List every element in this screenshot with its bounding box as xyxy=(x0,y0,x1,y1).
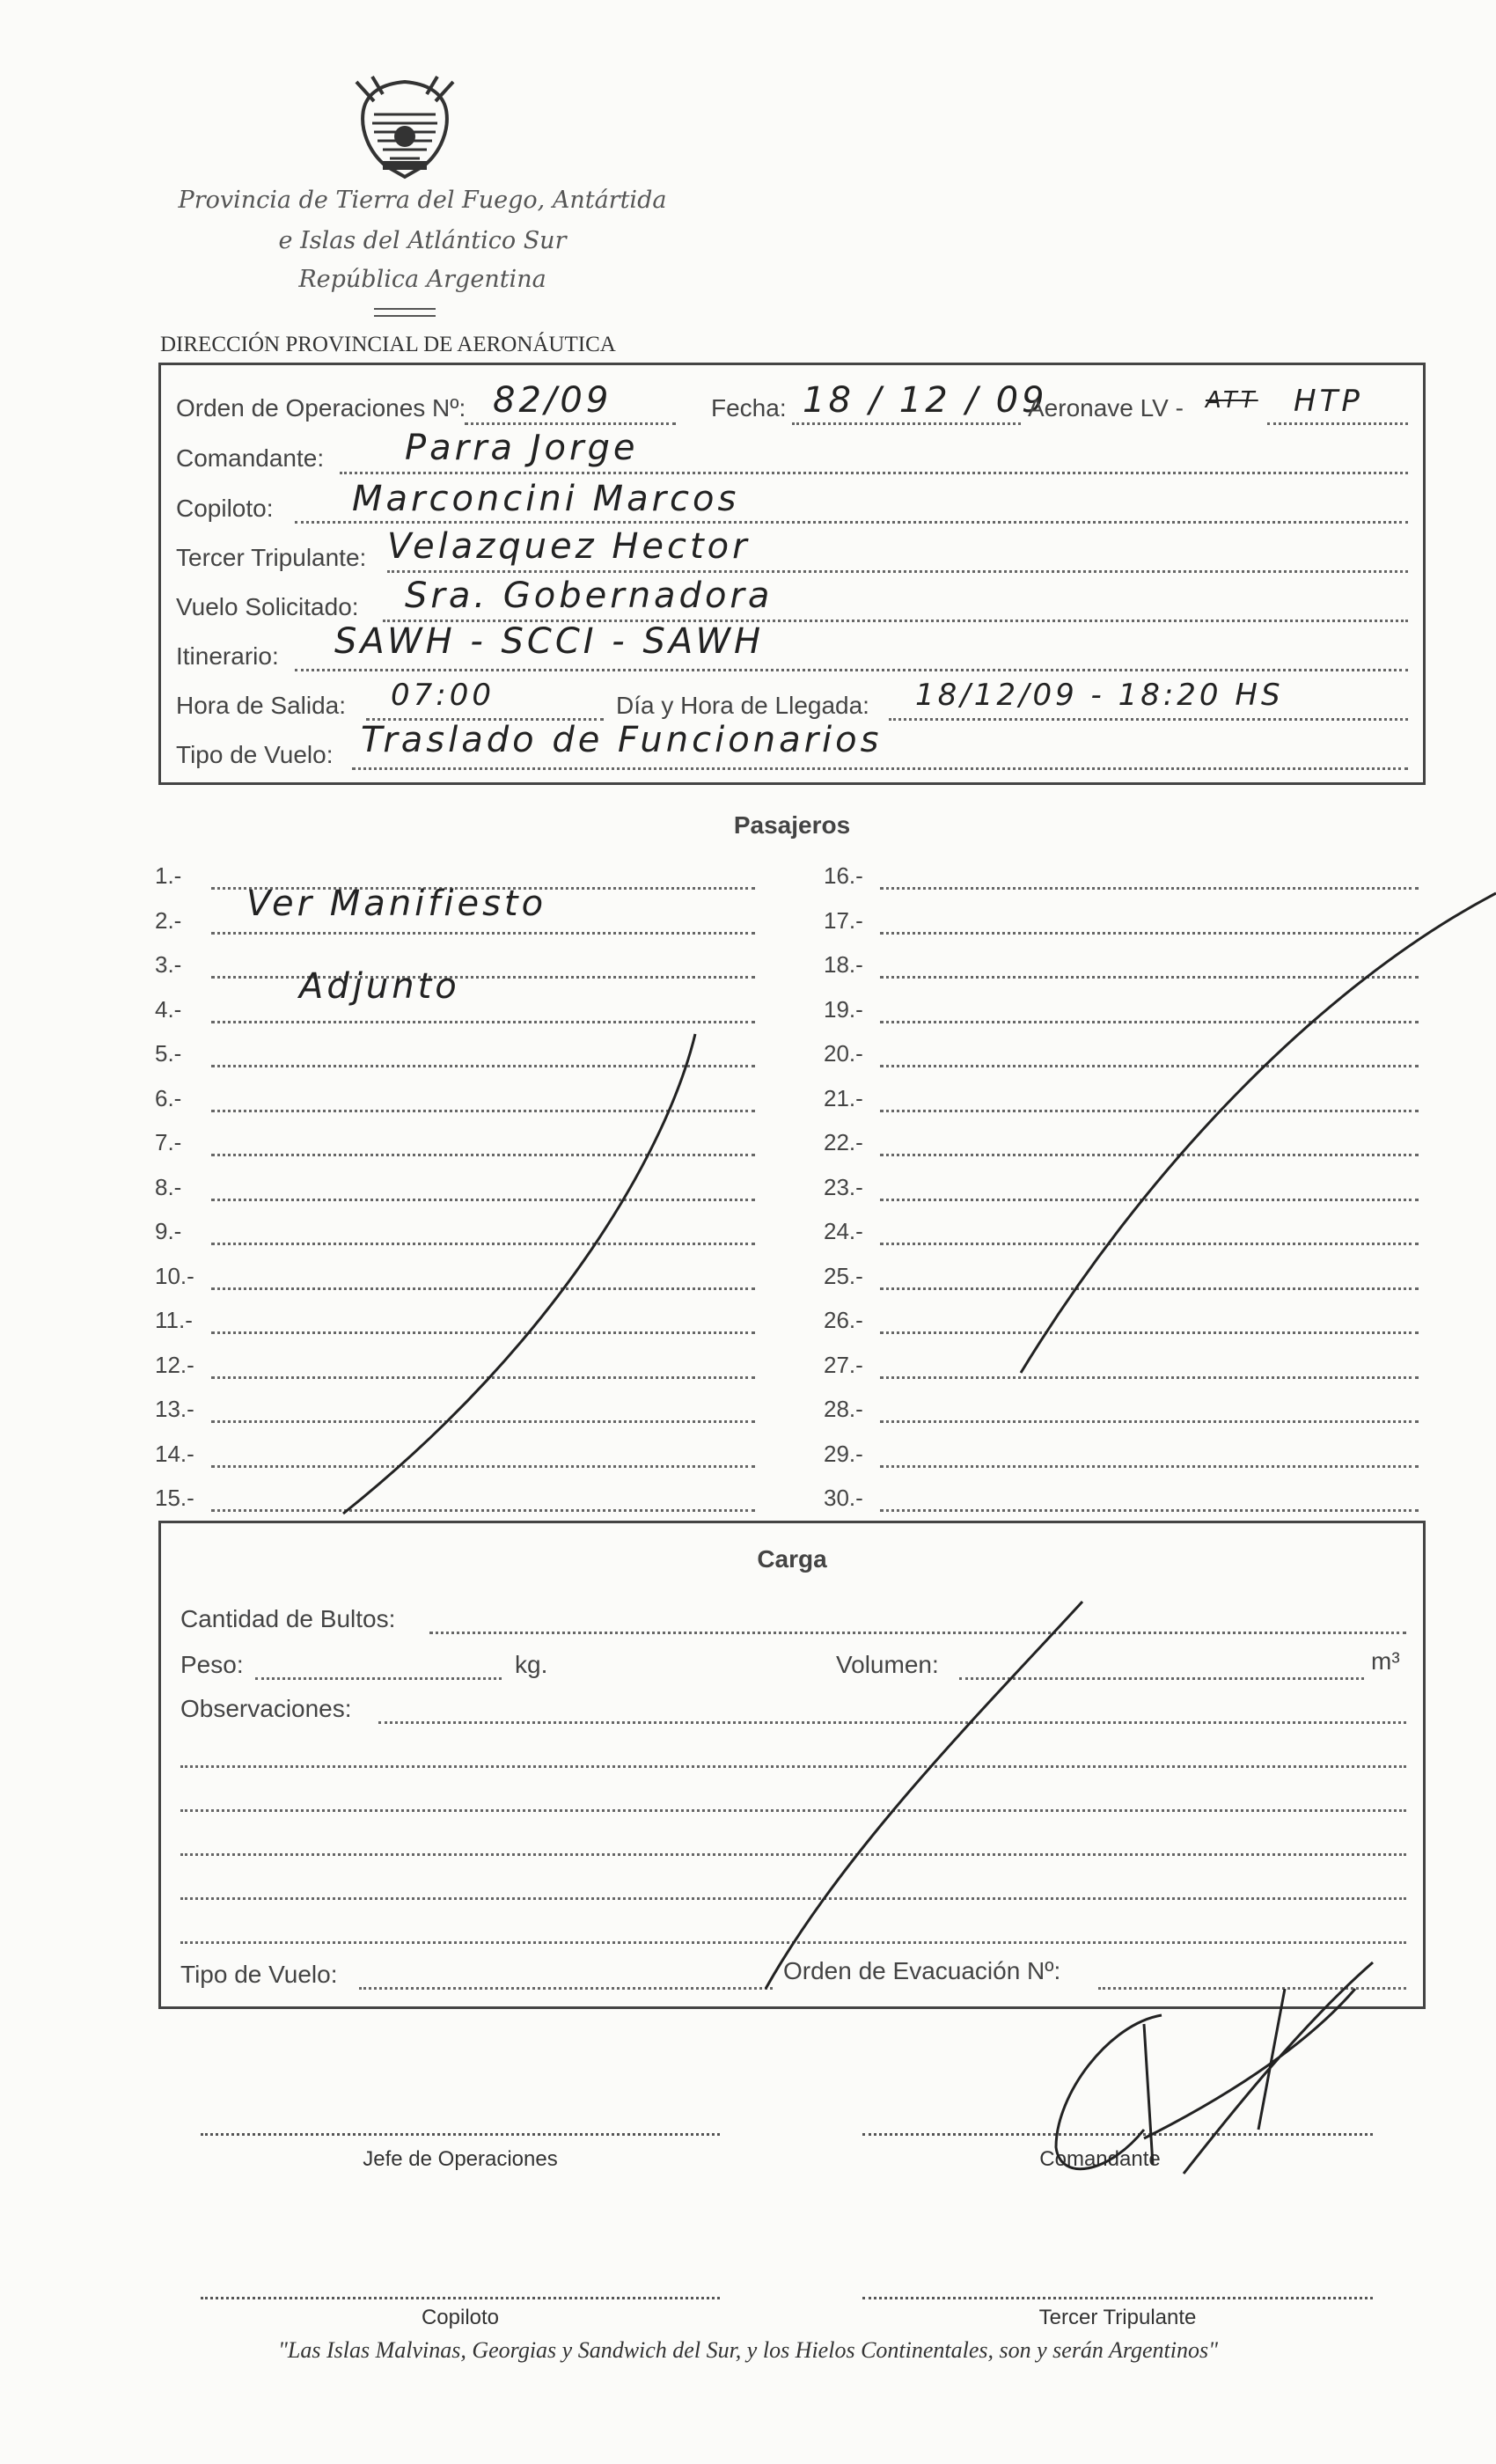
republica-argentina: República Argentina xyxy=(298,266,546,293)
peso-label: Peso: xyxy=(180,1651,244,1678)
passenger-number-20: 20.- xyxy=(824,1040,863,1067)
passenger-number-17: 17.- xyxy=(824,906,863,934)
passenger-number-8: 8.- xyxy=(155,1173,182,1200)
hora-salida-value: 07:00 xyxy=(391,678,495,713)
copiloto-value: Marconcini Marcos xyxy=(352,479,740,519)
passenger-number-15: 15.- xyxy=(155,1485,194,1511)
bultos-label: Cantidad de Bultos: xyxy=(180,1605,396,1632)
malvinas-footer-quote: "Las Islas Malvinas, Georgias y Sandwich del Sur, y los Hielos Continentales, son y serán Argentinos" xyxy=(277,2337,1219,2363)
tipo-vuelo-value: Traslado de Funcionarios xyxy=(361,720,883,760)
passenger-number-12: 12.- xyxy=(155,1351,194,1378)
passenger-4-handwritten: Adjunto xyxy=(299,966,460,1007)
tipo-vuelo-label: Tipo de Vuelo: xyxy=(176,741,334,768)
carga-heading: Carga xyxy=(757,1545,827,1573)
passenger-number-22: 22.- xyxy=(824,1129,863,1155)
carga-strike-line xyxy=(766,1602,1082,1989)
passenger-number-11: 11.- xyxy=(155,1307,193,1333)
comandante-signature-scribble xyxy=(1056,1962,1373,2174)
passenger-number-21: 21.- xyxy=(824,1084,863,1111)
aeronave-value: HTP xyxy=(1294,384,1363,419)
hora-salida-label: Hora de Salida: xyxy=(176,692,347,719)
passenger-number-26: 26.- xyxy=(824,1307,863,1333)
aeronave-struck-value: ATT xyxy=(1206,387,1258,414)
tercer-tripulante-signature-label: Tercer Tripulante xyxy=(1038,2306,1197,2329)
passenger-number-2: 2.- xyxy=(155,906,182,934)
passenger-number-30: 30.- xyxy=(824,1485,863,1511)
province-name-line2: e Islas del Atlántico Sur xyxy=(278,227,567,254)
itinerario-label: Itinerario: xyxy=(176,642,279,670)
passenger-2-handwritten: Ver Manifiesto xyxy=(246,884,547,924)
direccion-title: DIRECCIÓN PROVINCIAL DE AERONÁUTICA xyxy=(160,333,616,356)
passenger-number-25: 25.- xyxy=(824,1262,863,1289)
passenger-number-27: 27.- xyxy=(824,1351,863,1378)
passenger-number-6: 6.- xyxy=(155,1084,182,1111)
passenger-number-19: 19.- xyxy=(824,995,863,1023)
tercer-tripulante-value: Velazquez Hector xyxy=(387,526,751,567)
pasajeros-right-strike-line xyxy=(1021,893,1496,1373)
volumen-label: Volumen: xyxy=(836,1651,939,1678)
passenger-number-4: 4.- xyxy=(155,995,182,1023)
passenger-number-10: 10.- xyxy=(155,1262,194,1289)
orden-label: Orden de Operaciones Nº: xyxy=(176,394,466,422)
tercer-tripulante-label: Tercer Tripulante: xyxy=(176,544,367,571)
orden-number-value: 82/09 xyxy=(493,380,612,421)
passenger-number-23: 23.- xyxy=(824,1173,863,1200)
passenger-number-24: 24.- xyxy=(824,1218,863,1244)
province-name-line1: Provincia de Tierra del Fuego, Antártida xyxy=(178,187,667,214)
pasajeros-heading: Pasajeros xyxy=(733,811,851,839)
carga-tipo-vuelo-label: Tipo de Vuelo: xyxy=(180,1961,338,1988)
passenger-number-28: 28.- xyxy=(824,1396,863,1422)
passenger-number-16: 16.- xyxy=(824,862,863,889)
vuelo-solicitado-label: Vuelo Solicitado: xyxy=(176,593,359,620)
observaciones-label: Observaciones: xyxy=(180,1695,352,1722)
comandante-label: Comandante: xyxy=(176,444,325,472)
jefe-operaciones-label: Jefe de Operaciones xyxy=(363,2147,558,2171)
passenger-number-29: 29.- xyxy=(824,1440,863,1467)
passenger-number-3: 3.- xyxy=(155,951,182,978)
fecha-value: 18 / 12 / 09 xyxy=(803,380,1048,421)
vuelo-solicitado-value: Sra. Gobernadora xyxy=(405,576,774,616)
passenger-number-9: 9.- xyxy=(155,1218,182,1244)
passenger-number-14: 14.- xyxy=(155,1440,194,1467)
aeronave-label: Aeronave LV - xyxy=(1028,394,1184,422)
comandante-value: Parra Jorge xyxy=(405,428,639,468)
passenger-number-13: 13.- xyxy=(155,1396,194,1422)
fecha-label: Fecha: xyxy=(711,394,787,422)
peso-unit: kg. xyxy=(515,1651,548,1678)
itinerario-value: SAWH - SCCI - SAWH xyxy=(334,621,765,662)
passenger-number-5: 5.- xyxy=(155,1040,182,1067)
llegada-value: 18/12/09 - 18:20 HS xyxy=(915,678,1284,713)
llegada-label: Día y Hora de Llegada: xyxy=(616,692,869,719)
volumen-unit: m³ xyxy=(1371,1647,1400,1675)
copiloto-label: Copiloto: xyxy=(176,495,274,522)
passenger-number-1: 1.- xyxy=(155,862,182,889)
evacuacion-label: Orden de Evacuación Nº: xyxy=(783,1957,1061,1984)
pasajeros-left-strike-line xyxy=(343,1034,695,1514)
comandante-signature-label: Comandante xyxy=(1039,2147,1161,2171)
passenger-number-7: 7.- xyxy=(155,1129,182,1155)
passenger-number-18: 18.- xyxy=(824,951,863,978)
copiloto-signature-label: Copiloto xyxy=(421,2306,500,2329)
